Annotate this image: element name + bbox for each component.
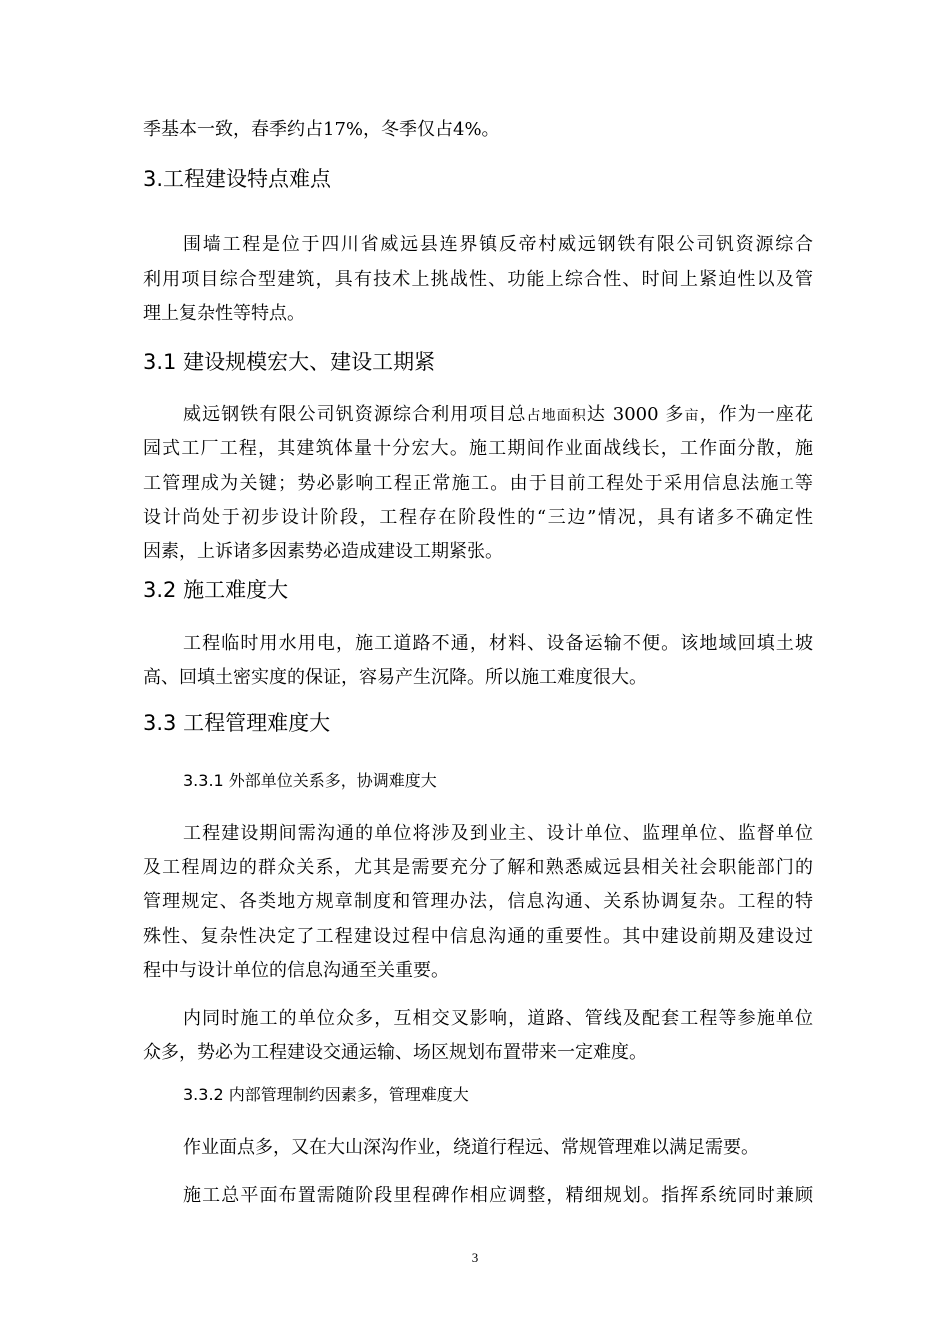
section-3-3-1-para1-line-1: 工程建设期间需沟通的单位将涉及到业主、设计单位、监理单位、监督单位 [183, 823, 813, 844]
section-3-3-2-para2: 施工总平面布置需随阶段里程碑作相应调整，精细规划。指挥系统同时兼顾 [183, 1185, 813, 1206]
text-run: 等 [795, 473, 813, 494]
section-3-heading: 3.工程建设特点难点 [143, 167, 332, 191]
section-3-3-1-heading: 3.3.1 外部单位关系多，协调难度大 [183, 771, 437, 790]
section-3-2-line-1: 工程临时用水用电，施工道路不通，材料、设备运输不便。该地域回填土坡 [183, 633, 813, 654]
section-3-1-heading: 3.1 建设规模宏大、建设工期紧 [143, 350, 436, 374]
section-3-3-1-para1-line-3: 管理规定、各类地方规章制度和管理办法，信息沟通、关系协调复杂。工程的特 [143, 891, 813, 912]
section-3-3-1-para1-line-2: 及工程周边的群众关系，尤其是需要充分了解和熟悉威远县相关社会职能部门的 [143, 857, 813, 878]
section-3-1-line-3 [143, 472, 813, 497]
text-run: 威远钢铁有限公司钒资源综合利用项目总 [183, 404, 527, 425]
section-3-1-line-2: 园式工厂工程，其建筑体量十分宏大。施工期间作业面战线长，工作面分散，施 [143, 438, 813, 459]
section-3-3-heading: 3.3 工程管理难度大 [143, 711, 331, 735]
section-3-2-line-2: 高、回填土密实度的保证，容易产生沉降。所以施工难度很大。 [143, 667, 647, 688]
section-3-3-1-para1-line-4: 殊性、复杂性决定了工程建设过程中信息沟通的重要性。其中建设前期及建设过 [143, 926, 813, 947]
text-run-small: 亩 [684, 408, 700, 424]
text-run-small: 占地面积 [526, 408, 587, 424]
section-3-1-line-5: 因素，上诉诸多因素势必造成建设工期紧张。 [143, 541, 503, 562]
text-run-small: 工 [779, 477, 795, 493]
section-3-3-1-para1-line-5: 程中与设计单位的信息沟通至关重要。 [143, 960, 449, 981]
section-3-3-1-para2-line-1: 内同时施工的单位众多，互相交叉影响，道路、管线及配套工程等参施单位 [183, 1008, 813, 1029]
text-run: ，作为一座花 [699, 404, 813, 425]
section-3-1-line-4: 设计尚处于初步设计阶段，工程存在阶段性的“三边”情况，具有诸多不确定性 [143, 507, 813, 528]
section-3-3-2-heading: 3.3.2 内部管理制约因素多，管理难度大 [183, 1085, 469, 1104]
intro-line: 季基本一致，春季约占17%，冬季仅占4%。 [143, 119, 500, 140]
section-3-para-line-3: 理上复杂性等特点。 [143, 303, 305, 324]
section-3-1-line-1 [183, 403, 813, 428]
section-3-3-1-para2-line-2: 众多，势必为工程建设交通运输、场区规划布置带来一定难度。 [143, 1042, 647, 1063]
section-3-3-2-para1: 作业面点多，又在大山深沟作业，绕道行程远、常规管理难以满足需要。 [183, 1137, 759, 1158]
text-run: 达 3000 多 [586, 404, 685, 425]
section-3-2-heading: 3.2 施工难度大 [143, 578, 289, 602]
section-3-para-line-1: 围墙工程是位于四川省威远县连界镇反帝村威远钢铁有限公司钒资源综合 [183, 234, 813, 255]
section-3-para-line-2: 利用项目综合型建筑，具有技术上挑战性、功能上综合性、时间上紧迫性以及管 [143, 269, 813, 290]
text-run: 工管理成为关键；势必影响工程正常施工。由于目前工程处于采用信息法施 [143, 473, 780, 494]
page-number: 3 [471, 1250, 479, 1265]
